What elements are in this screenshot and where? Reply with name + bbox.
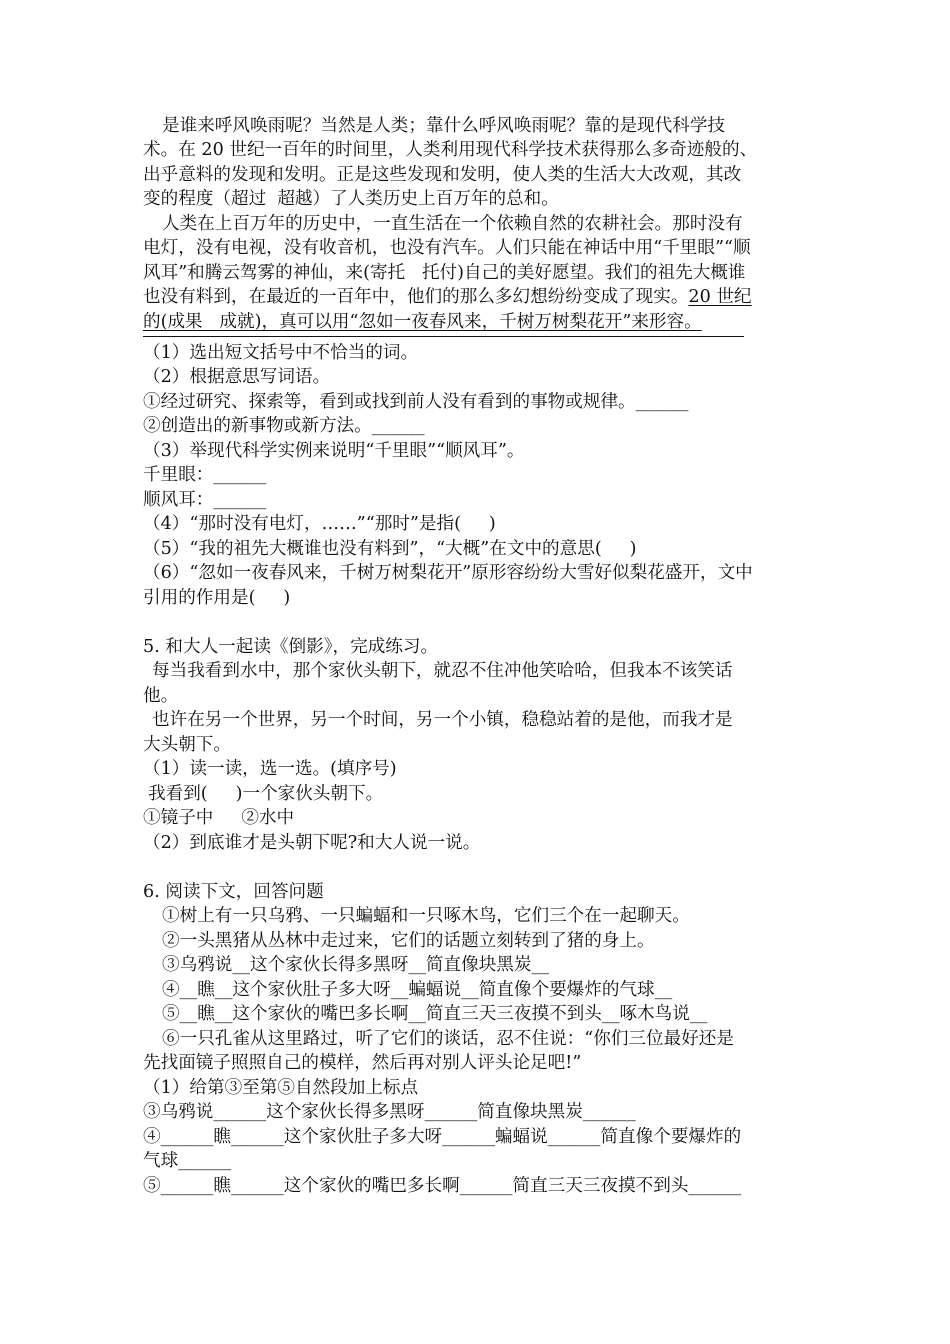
answer-line: ④______瞧______这个家伙肚子多大呀______蝙蝠说______简直像个要爆炸的 (143, 1127, 742, 1147)
passage-line: 大头朝下。 (143, 735, 231, 755)
passage-line: 术。在 20 世纪一百年的时间里，人类利用现代科学技术获得那么多奇迹般的、 (143, 140, 758, 160)
passage-line: 先找面镜子照照自己的模样，然后再对别人评头论足吧!” (143, 1053, 582, 1073)
passage-line: 也许在另一个世界，另一个时间，另一个小镇，稳稳站着的是他，而我才是 (152, 710, 733, 730)
question: （1）选出短文括号中不恰当的词。 (143, 343, 419, 363)
passage-line: ③乌鸦说__这个家伙长得多黑呀__简直像块黑炭__ (162, 955, 550, 975)
question-item: ②创造出的新事物或新方法。______ (143, 416, 425, 436)
question-item: 顺风耳：______ (143, 490, 267, 510)
passage-text: 也没有料到，在最近的一百年中，他们的那么多幻想纷纷变成了现实。 (143, 287, 689, 307)
question: （2）根据意思写词语。 (143, 367, 331, 387)
passage-line: 变的程度（超过 超越）了人类历史上百万年的总和。 (143, 189, 559, 209)
passage-line: 每当我看到水中，那个家伙头朝下，就忍不住冲他笑哈哈，但我本不该笑话 (152, 661, 733, 681)
divider-rule (143, 336, 744, 337)
question: （2）到底谁才是头朝下呢?和大人说一说。 (143, 833, 481, 853)
passage-line (143, 285, 752, 309)
question: （1）读一读，选一选。(填序号) (143, 759, 397, 779)
question: （3）举现代科学实例来说明“千里眼”“顺风耳”。 (143, 441, 525, 461)
section-heading: 6. 阅读下文，回答问题 (143, 882, 324, 902)
passage-line: ⑥一只孔雀从这里路过，听了它们的谈话，忍不住说：“你们三位最好还是 (162, 1029, 734, 1049)
passage-line: 电灯，没有电视，没有收音机，也没有汽车。人们只能在神话中用“千里眼”“顺 (143, 238, 751, 258)
question: （6）“忽如一夜春风来，千树万树梨花开”原形容纷纷大雪好似梨花盛开，文中 (143, 563, 753, 583)
question-item: 我看到( )一个家伙头朝下。 (148, 784, 384, 804)
question: 引用的作用是( ) (143, 588, 291, 608)
passage-line: 他。 (143, 686, 179, 706)
passage-line: ⑤__瞧__这个家伙的嘴巴多长啊__简直三天三夜摸不到头__啄木鸟说__ (162, 1004, 708, 1024)
underlined-text: 20 世纪 (688, 287, 752, 307)
question-item: ①经过研究、探索等，看到或找到前人没有看到的事物或规律。______ (143, 392, 689, 412)
passage-line: ①树上有一只乌鸦、一只蝙蝠和一只啄木鸟，它们三个在一起聊天。 (162, 906, 690, 926)
underlined-passage-line: 的(成果 成就)，真可以用“忽如一夜春风来，千树万树梨花开”来形容。 (143, 312, 702, 332)
answer-options: ①镜子中 ②水中 (143, 808, 295, 828)
passage-line: ②一头黑猪从丛林中走过来，它们的话题立刻转到了猪的身上。 (162, 931, 655, 951)
answer-line: ⑤______瞧______这个家伙的嘴巴多长啊______简直三天三夜摸不到头______ (143, 1176, 742, 1196)
question: （4）“那时没有电灯，……”“那时”是指( ) (143, 514, 496, 534)
passage-line: ④__瞧__这个家伙肚子多大呀__蝙蝠说__简直像个要爆炸的气球__ (162, 980, 673, 1000)
question: （5）“我的祖先大概谁也没有料到”，“大概”在文中的意思( ) (143, 539, 637, 559)
passage-line: 出乎意料的发现和发明。正是这些发现和发明，使人类的生活大大改观，其改 (143, 165, 742, 185)
question-item: 千里眼：______ (143, 465, 267, 485)
section-heading: 5. 和大人一起读《倒影》，完成练习。 (143, 637, 439, 657)
question: （1）给第③至第⑤自然段加上标点 (143, 1078, 419, 1098)
passage-line: 是谁来呼风唤雨呢？当然是人类；靠什么呼风唤雨呢？靠的是现代科学技 (162, 116, 726, 136)
passage-line: 风耳”和腾云驾雾的神仙，来(寄托 托付)自己的美好愿望。我们的祖先大概谁 (143, 263, 746, 283)
passage-line: 人类在上百万年的历史中，一直生活在一个依赖自然的农耕社会。那时没有 (162, 214, 743, 234)
answer-line: 气球______ (143, 1151, 231, 1171)
answer-line: ③乌鸦说______这个家伙长得多黑呀______简直像块黑炭______ (143, 1102, 636, 1122)
